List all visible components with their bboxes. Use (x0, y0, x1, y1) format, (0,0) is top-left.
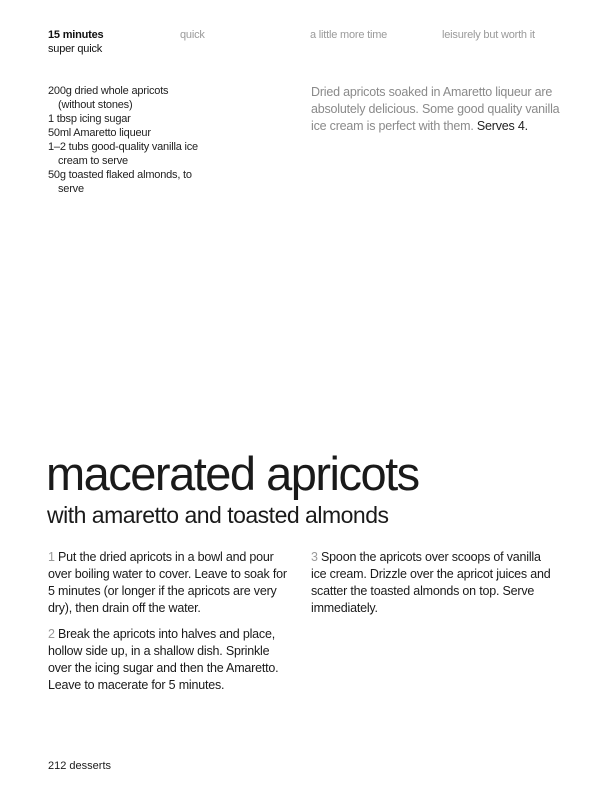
method-step (311, 549, 553, 617)
ingredient-item: 1–2 tubs good-quality vanilla ice cream to serve (48, 141, 198, 167)
ingredient-item: 50g toasted flaked almonds, to serve (48, 169, 192, 195)
step-number: 2 (48, 627, 55, 641)
intro-text: Dried apricots soaked in Amaretto liqueur are absolutely delicious. Some good quality vanilla ice cream is perfect with them. (311, 85, 560, 133)
page-footer (48, 760, 111, 772)
recipe-title: macerated apricots (46, 447, 419, 500)
step-text: Break the apricots into halves and place, hollow side up, in a shallow dish. Sprinkle over the icing sugar and then the Amaretto. Leave to macerate for 5 minutes. (48, 627, 279, 692)
method-column-left (48, 549, 290, 703)
level-option-little-more-time: a little more time (310, 29, 388, 41)
method-column-right (311, 549, 553, 626)
recipe-intro (311, 84, 561, 135)
level-option-quick: quick (180, 29, 205, 41)
step-number: 1 (48, 550, 55, 564)
ingredient-item: 1 tbsp icing sugar (48, 113, 131, 125)
step-text: Spoon the apricots over scoops of vanilla ice cream. Drizzle over the apricot juices and scatter the toasted almonds on top. Serve immediately. (311, 550, 551, 615)
page-number: 212 (48, 760, 67, 772)
ingredient-item: 50ml Amaretto liqueur (48, 127, 151, 139)
step-text: Put the dried apricots in a bowl and pour over boiling water to cover. Leave to soak for 5 minutes (or longer if the apricots are very dry), then drain off the water. (48, 550, 287, 615)
level-option-leisurely: leisurely but worth it (442, 29, 535, 41)
section-name: desserts (69, 760, 111, 772)
method-step (48, 626, 290, 694)
ingredients-list (48, 84, 208, 196)
step-number: 3 (311, 550, 318, 564)
method-step (48, 549, 290, 617)
recipe-subtitle: with amaretto and toasted almonds (47, 502, 389, 528)
timing-bar (48, 29, 576, 59)
level-selected: super quick (48, 43, 103, 55)
serves-count: Serves 4. (476, 119, 528, 133)
prep-time: 15 minutes (48, 29, 104, 41)
ingredient-item: 200g dried whole apricots (without stones) (48, 85, 169, 111)
